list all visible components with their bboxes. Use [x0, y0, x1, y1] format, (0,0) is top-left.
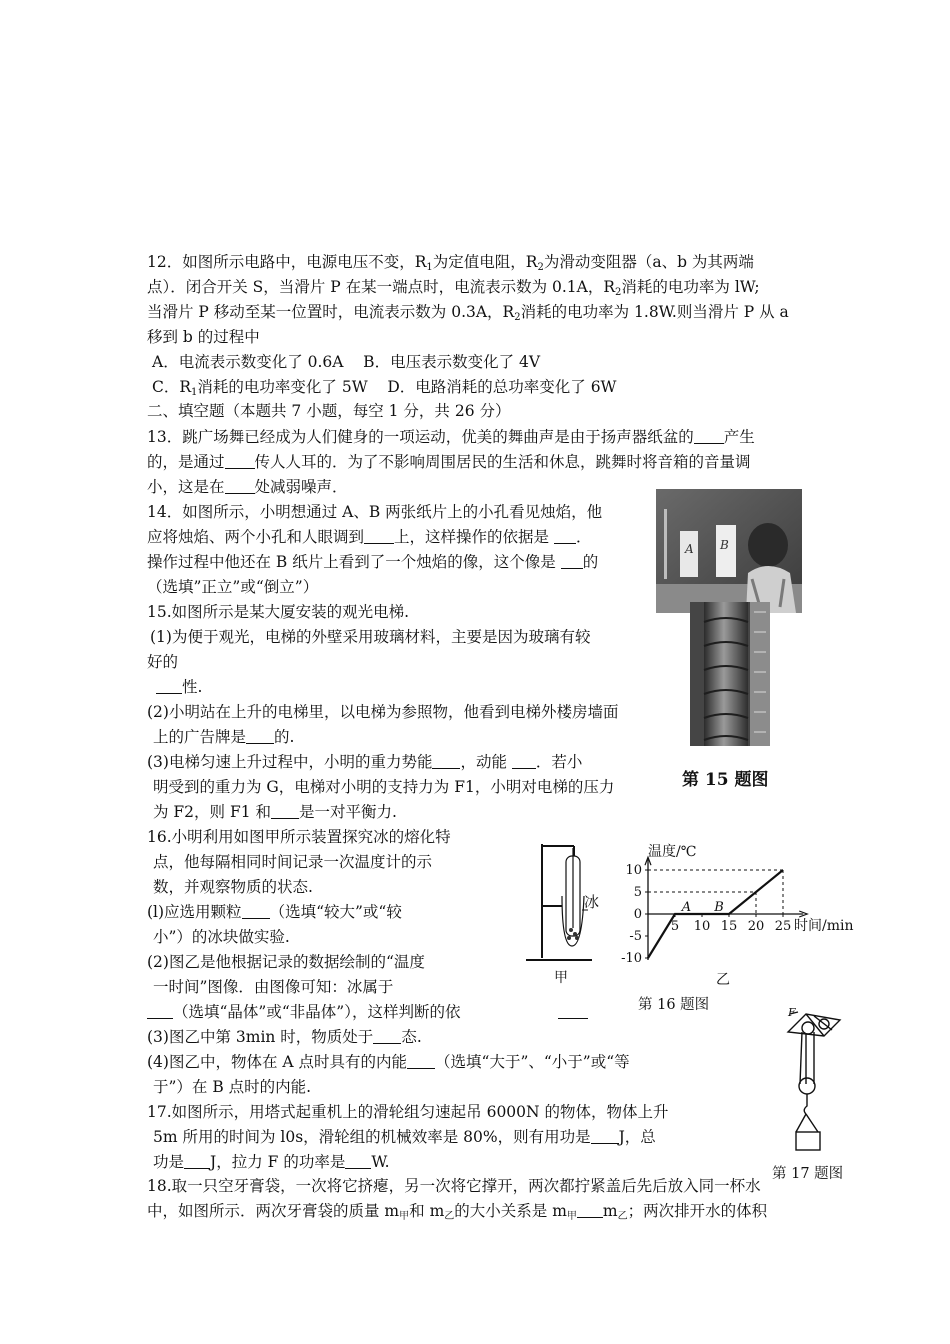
blank[interactable]: [373, 1029, 401, 1044]
q16-line3: 数，并观察物质的状态.: [153, 878, 313, 896]
q16-apparatus-figure: [522, 838, 622, 990]
blank[interactable]: [591, 1129, 619, 1144]
q15-line4: 性.: [156, 677, 202, 697]
blank[interactable]: [271, 804, 299, 819]
q16-line6: (2)图乙是他根据记录的数据绘制的“温度: [147, 953, 425, 971]
chart-x-tick-label: 20: [747, 919, 765, 934]
chart-y-tick-label: -10: [621, 951, 642, 966]
q13-line2: 的，是通过 传人人耳的．为了不影响周围居民的生活和休息，跳舞时将音箱的音量调: [147, 453, 751, 471]
q12-line2: 点）．闭合开关 S，当滑片 P 在某一端点时，电流表示数为 0.1A，$R_2$消耗的电功率为 lW;: [147, 278, 760, 298]
q14-line4: （选填”正立”或“倒立”）: [147, 578, 319, 596]
q17-line1: 17.如图所示，用塔式起重机上的滑轮组匀速起吊 6000N 的物体，物体上升: [147, 1103, 669, 1121]
blank[interactable]: [558, 1004, 588, 1019]
blank[interactable]: [554, 529, 576, 544]
q16-line8: （选填“晶体”或“非晶体”），这样判断的依: [147, 1002, 517, 1022]
q15-line6: 上的广告牌是 的.: [153, 728, 295, 746]
blank[interactable]: [432, 754, 460, 769]
chart-y-tick-label: 10: [625, 863, 642, 878]
q15-line1: 15.如图所示是某大厦安装的观光电梯.: [147, 603, 410, 621]
q15-line5: (2)小明站在上升的电梯里，以电梯为参照物，他看到电梯外楼房墙面: [147, 703, 619, 721]
q16-line11: 于”）在 B 点时的内能.: [153, 1078, 312, 1096]
q16-line10: (4)图乙中，物体在 A 点时具有的内能 （选填“大于”、“小于”或“等: [147, 1053, 630, 1071]
chart-x-tick-label: 15: [720, 919, 738, 934]
chart-y-tick-label: 5: [633, 885, 642, 900]
q14-line2: 应将烛焰、两个小孔和人眼调到 上，这样操作的依据是 ．: [147, 528, 592, 546]
photo-label-a: A: [685, 542, 694, 556]
q12-line3: 当滑片 P 移动至某一位置时，电流表示数为 0.3A，$R_2$消耗的电功率为 1.8W.则当滑片 P 从 a: [147, 303, 789, 323]
q13-line1: 13．跳广场舞已经成为人们健身的一项运动，优美的舞曲声是由于扬声器纸盆的 产生: [147, 428, 755, 446]
q12-options-cd: C．$R_1$消耗的电功率变化了 5W D．电路消耗的总功率变化了 6W: [152, 378, 617, 398]
q16-line1: 16.小明利用如图甲所示装置探究冰的熔化特: [147, 828, 451, 846]
q17-line3: 功是 J，拉力 F 的功率是 W.: [153, 1153, 390, 1171]
chart-y-axis-label: 温度/℃: [648, 844, 697, 860]
q15-line3: 好的: [147, 653, 179, 671]
q16-line4: (l)应选用颗粒 （选填“较大”或“较: [147, 903, 402, 921]
blank[interactable]: [694, 429, 724, 444]
blank[interactable]: [561, 554, 583, 569]
temperature-time-chart: [612, 838, 862, 988]
q18-line2: 中，如图所示．两次牙膏袋的质量 $m_甲$和 $m_乙$的大小关系是 $m_甲$ $m_乙$；两次排开水的体积: [147, 1202, 768, 1222]
q12-line1: 12．如图所示电路中，电源电压不变，$R_1$为定值电阻，$R_2$为滑动变阻器（a、b 为其两端: [147, 253, 754, 273]
q16-line5: 小”）的冰块做实验.: [153, 928, 290, 946]
q16-line9: (3)图乙中第 3min 时，物质处于 态.: [147, 1028, 422, 1046]
q16-line2: 点，他每隔相同时间记录一次温度计的示: [153, 853, 433, 871]
figure-jia-label: 甲: [554, 970, 568, 986]
q14-line1: 14．如图所示，小明想通过 A、B 两张纸片上的小孔看见烛焰，他: [147, 503, 603, 521]
blank[interactable]: [345, 1154, 371, 1169]
q15-elevator-photo: [690, 602, 770, 746]
q15-caption: 第 15 题图: [682, 770, 769, 790]
blank[interactable]: [147, 1004, 173, 1019]
blank[interactable]: [184, 1154, 210, 1169]
section-heading: 二、填空题（本题共 7 小题，每空 1 分，共 26 分）: [147, 402, 511, 420]
chart-x-axis-label: 时间/min: [794, 918, 854, 934]
chart-y-tick-label: 0: [633, 907, 642, 922]
blank[interactable]: [364, 529, 394, 544]
blank[interactable]: [512, 754, 536, 769]
blank[interactable]: [225, 454, 255, 469]
q17-caption: 第 17 题图: [772, 1166, 844, 1182]
chart-point-label: B: [714, 900, 724, 915]
q15-line7: (3)电梯匀速上升过程中，小明的重力势能 ，动能 ．若小: [147, 753, 583, 771]
q16-caption: 第 16 题图: [638, 997, 710, 1013]
ice-label: 冰: [584, 893, 600, 911]
chart-y-tick-label: -5: [629, 929, 642, 944]
q15-line8: 明受到的重力为 G，电梯对小明的支持力为 F1，小明对电梯的压力: [153, 778, 615, 796]
blank[interactable]: [577, 1203, 603, 1218]
q14-photo: [656, 489, 802, 613]
chart-point-label: A: [681, 900, 692, 915]
q13-line3: 小，这是在 处减弱噪声．: [147, 478, 348, 496]
q14-line3: 操作过程中他还在 B 纸片上看到了一个烛焰的像，这个像是 的: [147, 553, 599, 571]
q17-line2: 5m 所用的时间为 l0s，滑轮组的机械效率是 80%，则有用功是 J，总: [153, 1128, 656, 1146]
force-f-label: F: [788, 1006, 796, 1019]
blank[interactable]: [225, 479, 255, 494]
q16-line7: 一时间”图像．由图像可知：冰属于: [153, 978, 394, 996]
q17-crane-figure: [784, 1006, 844, 1156]
chart-x-tick-label: 5: [670, 919, 680, 934]
q15-line9: 为 F2，则 F1 和 是一对平衡力.: [153, 803, 397, 821]
q18-line1: 18.取一只空牙膏袋，一次将它挤瘪，另一次将它撑开，两次都拧紧盖后先后放入同一杯水: [147, 1177, 761, 1195]
q12-options-ab: A．电流表示数变化了 0.6A B．电压表示数变化了 4V: [152, 353, 541, 371]
q15-line2: (1)为便于观光，电梯的外壁采用玻璃材料，主要是因为玻璃有较: [150, 628, 591, 646]
q16-line8-tail: [558, 1002, 588, 1022]
blank[interactable]: [246, 729, 274, 744]
blank[interactable]: [156, 679, 182, 694]
photo-label-b: B: [720, 538, 729, 552]
chart-x-tick-label: 25: [774, 919, 792, 934]
q12-line4: 移到 b 的过程中: [147, 328, 260, 346]
figure-yi-label: 乙: [716, 972, 730, 988]
blank[interactable]: [242, 904, 270, 919]
blank[interactable]: [407, 1054, 435, 1069]
chart-x-tick-label: 10: [693, 919, 711, 934]
